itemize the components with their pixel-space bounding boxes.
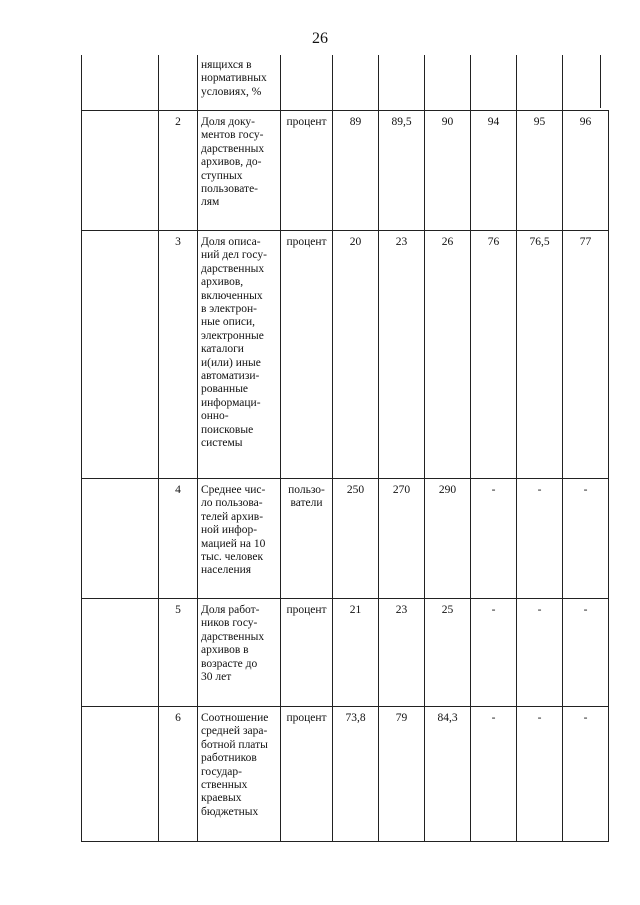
value-cell: - — [563, 707, 609, 842]
value-cell: 20 — [333, 231, 379, 479]
value-cell: 77 — [563, 231, 609, 479]
value-cell: 89 — [333, 111, 379, 231]
row-number-cell: 6 — [159, 707, 198, 842]
indicator-name-line: нящихся в — [201, 59, 252, 71]
indicator-name-line: архивов, — [201, 276, 244, 289]
blank-cell — [82, 479, 159, 599]
indicator-name-line: онно- — [201, 410, 229, 423]
indicator-name-line: и(или) иные — [201, 356, 261, 369]
indicator-name-line: ботной платы — [201, 738, 268, 751]
indicator-name-line: включенных — [201, 289, 263, 302]
indicator-name-line: рованные — [201, 383, 249, 396]
row-number-cell — [159, 55, 198, 111]
value-cell: 90 — [425, 111, 471, 231]
indicator-name-line: лям — [201, 196, 220, 209]
value-cell: - — [471, 599, 517, 707]
value-cell: 94 — [471, 111, 517, 231]
value-cell — [379, 55, 425, 111]
unit-cell — [281, 55, 333, 111]
indicator-name-line: системы — [201, 437, 243, 450]
value-cell — [425, 55, 471, 111]
indicator-name-line: бюджетных — [201, 805, 259, 818]
indicator-name-line: дарственных — [201, 262, 265, 275]
value-cell: 84,3 — [425, 707, 471, 842]
value-cell — [517, 55, 563, 111]
indicator-name-line: ний дел госу- — [201, 249, 267, 262]
indicator-name-line: архивов в — [201, 644, 249, 657]
table-row — [82, 55, 609, 111]
value-cell: 95 — [517, 111, 563, 231]
page-number: 26 — [312, 30, 328, 47]
indicator-name-line: государ- — [201, 765, 242, 778]
indicator-name-line: ные описи, — [201, 316, 256, 329]
indicators-table — [81, 55, 609, 842]
value-cell: 76 — [471, 231, 517, 479]
indicator-name-line: 30 лет — [201, 671, 232, 684]
indicator-name-line: населения — [201, 564, 252, 577]
indicator-name-line: архивов, до- — [201, 156, 262, 169]
value-cell — [471, 55, 517, 111]
value-cell: - — [471, 707, 517, 842]
blank-cell — [82, 111, 159, 231]
value-cell: 250 — [333, 479, 379, 599]
row-number-cell: 2 — [159, 111, 198, 231]
unit-cell: процент — [281, 599, 333, 707]
value-cell: 26 — [425, 231, 471, 479]
value-cell: 96 — [563, 111, 609, 231]
indicator-name-line: информаци- — [201, 396, 261, 409]
blank-cell — [82, 231, 159, 479]
indicator-name-line: нормативных — [201, 72, 267, 85]
indicator-name-line: дарственных — [201, 142, 265, 155]
table-row — [82, 111, 609, 231]
value-cell: 23 — [379, 231, 425, 479]
indicator-name-line: Доля доку- — [201, 116, 255, 128]
indicator-name-line: Соотношение — [201, 712, 269, 724]
indicator-name-cell — [198, 599, 281, 707]
value-cell — [333, 55, 379, 111]
indicator-name-line: средней зара- — [201, 725, 268, 738]
blank-cell — [82, 55, 159, 111]
indicator-name-line: работников — [201, 752, 257, 765]
unit-cell: процент — [281, 231, 333, 479]
value-cell — [563, 55, 609, 111]
indicator-name-line: автоматизи- — [201, 370, 260, 383]
row-number-cell: 5 — [159, 599, 198, 707]
indicator-name-line: поисковые — [201, 423, 254, 436]
indicator-name-line: ников госу- — [201, 617, 258, 630]
indicator-name-line: возрасте до — [201, 657, 258, 670]
indicator-name-cell — [198, 111, 281, 231]
value-cell: 23 — [379, 599, 425, 707]
indicator-name-cell — [198, 479, 281, 599]
table-row — [82, 479, 609, 599]
indicator-name-line: электронные — [201, 329, 264, 342]
value-cell: - — [517, 599, 563, 707]
indicator-name-line: в электрон- — [201, 303, 257, 316]
value-cell: 76,5 — [517, 231, 563, 479]
blank-cell — [82, 599, 159, 707]
value-cell: - — [563, 599, 609, 707]
unit-cell: пользо- ватели — [281, 479, 333, 599]
indicator-name-cell — [198, 55, 281, 111]
row-number-cell: 4 — [159, 479, 198, 599]
indicator-name-line: ступных — [201, 169, 243, 182]
indicator-name-line: каталоги — [201, 343, 244, 356]
table-right-edge — [600, 55, 601, 108]
indicator-name-line: Среднее чис- — [201, 484, 266, 496]
value-cell: - — [517, 707, 563, 842]
row-number-cell: 3 — [159, 231, 198, 479]
indicator-name-line: ственных — [201, 779, 248, 792]
value-cell: 73,8 — [333, 707, 379, 842]
value-cell: 270 — [379, 479, 425, 599]
indicator-name-line: ной инфор- — [201, 524, 258, 537]
value-cell: 25 — [425, 599, 471, 707]
indicator-name-line: условиях, % — [201, 85, 262, 98]
indicator-name-line: Доля описа- — [201, 236, 261, 248]
indicator-name-line: пользовате- — [201, 183, 259, 196]
blank-cell — [82, 707, 159, 842]
indicator-name-cell — [198, 707, 281, 842]
value-cell: 79 — [379, 707, 425, 842]
indicator-name-cell — [198, 231, 281, 479]
indicator-name-line: краевых — [201, 792, 242, 805]
table-row — [82, 707, 609, 842]
indicator-name-line: тыс. человек — [201, 551, 264, 564]
table-row — [82, 231, 609, 479]
indicator-name-line: мацией на 10 — [201, 537, 266, 550]
unit-cell: процент — [281, 111, 333, 231]
value-cell: 89,5 — [379, 111, 425, 231]
value-cell: - — [517, 479, 563, 599]
indicator-name-line: Доля работ- — [201, 604, 260, 616]
indicator-name-line: ло пользова- — [201, 497, 263, 510]
table-row — [82, 599, 609, 707]
indicator-name-line: телей архив- — [201, 510, 264, 523]
indicator-name-line: дарственных — [201, 630, 265, 643]
value-cell: - — [563, 479, 609, 599]
value-cell: 21 — [333, 599, 379, 707]
indicator-name-line: ментов госу- — [201, 129, 264, 142]
value-cell: - — [471, 479, 517, 599]
unit-cell: процент — [281, 707, 333, 842]
value-cell: 290 — [425, 479, 471, 599]
